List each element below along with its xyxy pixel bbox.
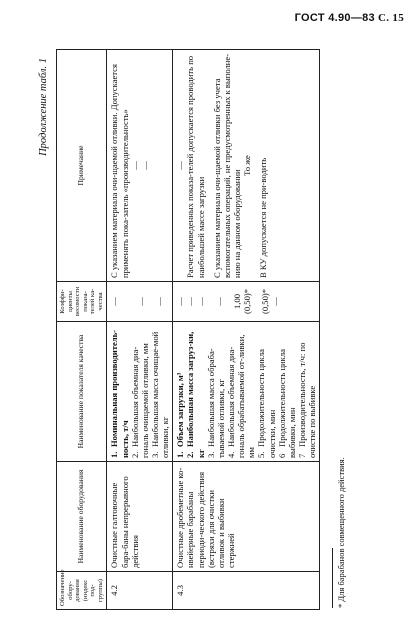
indicator-item: 1.Объем загрузки, м³ (175, 372, 186, 458)
indicator-item: 1.Номинальная производитель-ность, т/ч (109, 330, 130, 458)
row-note (173, 50, 320, 282)
col-code-header: Обозначение обору-дования (индекс под-группы) (57, 572, 107, 610)
note-text: То же (242, 155, 253, 176)
page-header (295, 12, 404, 24)
footnote-rule (332, 548, 333, 608)
row-indicators (107, 322, 173, 462)
note-dash: — (129, 161, 140, 170)
indicator-item: 3.Наибольшая масса очищае-мой отливки, кг (150, 331, 171, 458)
page-number: С. 15 (378, 12, 404, 24)
standard-number: ГОСТ 4.90—83 (294, 12, 375, 24)
table-row (173, 50, 320, 610)
coef-value: (0,50)* (260, 288, 271, 315)
indicator-item: 2.Наибольшая объемная диа-гональ очищаемой отливки, мм (129, 343, 150, 458)
table-row (107, 50, 173, 610)
row-coefficients (173, 282, 320, 322)
row-equipment: Очистные галтовочные бара-баны непрерывного действия (107, 462, 173, 572)
note-text: С указанием материала очи-щаемой отливки. Допускается применять пока-затель «производительность» (109, 64, 130, 278)
coef-value: — (213, 297, 224, 306)
row-equipment: Очистные дробеметные ко-нвейерные барабаны периоди-ческого действия (встряхи для очистки отливок и выбивки стержней (173, 462, 320, 572)
row-code: 4.2 (107, 572, 173, 610)
rotated-page (34, 40, 404, 620)
note-text: Расчет приведенных показа-телей допускается проводить по наибольшей массе загрузки (185, 55, 206, 278)
coef-value: — (195, 297, 206, 306)
indicator-item: 2.Наибольшая масса загруз-ки, кг (185, 331, 206, 458)
note-dash: — (175, 161, 186, 170)
note-text: В КУ допускается не при-водить (258, 157, 269, 278)
row-code: 4.3 (173, 572, 320, 610)
indicator-item: 4.Наибольшая объемная диа-гональ обрабатываемой от-ливки, мм (226, 334, 257, 458)
col-indicator-header: Наименование показателя качества (57, 322, 107, 462)
coef-value: — (153, 297, 164, 306)
col-note-header: Примечание (57, 50, 107, 282)
indicator-item: 7Производительность, т/ч: по очистке по выбивке (297, 342, 318, 458)
note-text: С указанием материала очи-щаемой отливки без учета вспомогательных операций, не предусмотренных к выполне-нию на данном оборудовании (211, 53, 243, 278)
coef-value: — (270, 297, 281, 306)
col-equipment-header: Наименование оборудования (57, 462, 107, 572)
row-coefficients (107, 282, 173, 322)
indicator-item: 5.Продолжительность цикла очистки, мин (256, 349, 277, 458)
coef-value: 1,00 (0,50)* (231, 288, 253, 315)
coef-value: — (185, 297, 196, 306)
note-dash: — (139, 161, 150, 170)
coef-value: — (135, 297, 146, 306)
indicator-item: 6Продолжительность цикла выбивки, мин (276, 349, 297, 458)
continuation-label: Продолжение табл. 1 (38, 58, 49, 156)
footnote: * Для барабанов совмещенного действия. (336, 457, 346, 608)
col-coef-header: Коэффи-циенты весомости показа-телей ка-чества (57, 282, 107, 322)
indicator-item: 3.Наибольшая масса обраба-тываемой отливки, кг (205, 348, 226, 458)
row-indicators (173, 322, 320, 462)
coef-value: — (109, 297, 120, 306)
row-note (107, 50, 173, 282)
quality-indicators-table (56, 49, 320, 610)
table-header-row (57, 50, 107, 610)
coef-value: — (175, 297, 186, 306)
